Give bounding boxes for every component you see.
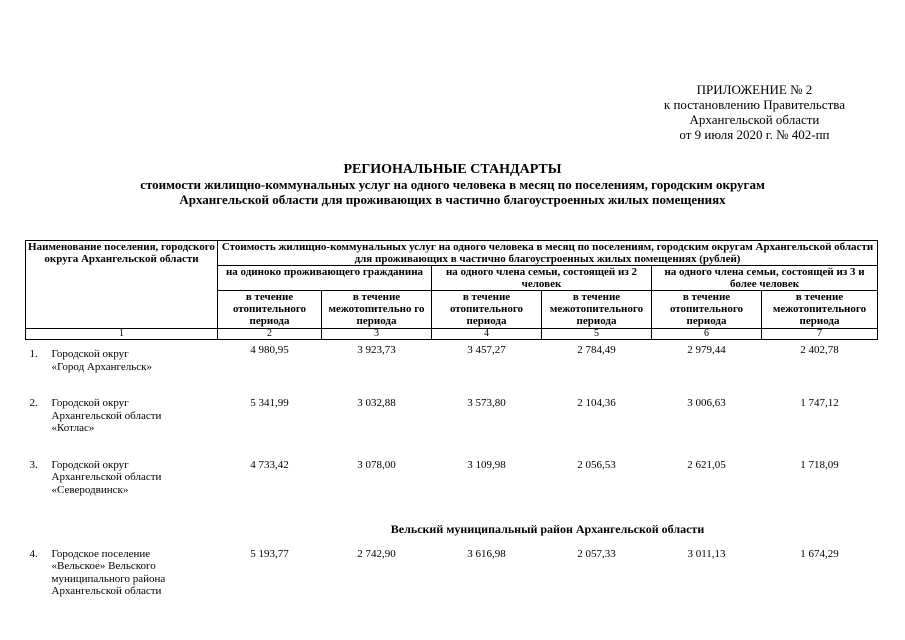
column-number: 1 xyxy=(26,329,218,340)
table-row xyxy=(26,459,878,521)
document-title xyxy=(0,162,905,207)
value-cell: 2 057,33 xyxy=(577,547,616,560)
column-number: 4 xyxy=(432,329,542,340)
row-name-line: «Город Архангельск» xyxy=(51,360,152,373)
appendix-line: ПРИЛОЖЕНИЕ № 2 xyxy=(696,82,813,97)
header-period: в течение межотопительно го периода xyxy=(322,291,432,329)
value-cell: 5 341,99 xyxy=(250,397,289,409)
header-period: в течение отопительного периода xyxy=(218,291,322,329)
value-cell: 5 193,77 xyxy=(250,547,289,560)
row-name-line: Городское поселение xyxy=(51,547,151,560)
row-name xyxy=(50,397,218,447)
value-cell: 1 674,29 xyxy=(800,547,839,560)
header-period: в течение отопительного периода xyxy=(652,291,762,329)
value-cell: 2 979,44 xyxy=(687,344,726,356)
header-period: в течение межотопительного периода xyxy=(542,291,652,329)
district-row xyxy=(26,520,878,548)
row-name-cell xyxy=(26,459,218,521)
row-name-line: «Северодвинск» xyxy=(51,483,129,496)
row-name-line: Городской округ xyxy=(51,348,129,360)
title-main: РЕГИОНАЛЬНЫЕ СТАНДАРТЫ xyxy=(343,162,562,177)
row-name-line: муниципального района xyxy=(51,572,166,585)
row-name-cell xyxy=(26,397,218,459)
value-cell: 4 980,95 xyxy=(250,344,289,356)
row-name-line: «Вельское» Вельского xyxy=(51,560,156,572)
column-number: 2 xyxy=(218,329,322,340)
appendix-header xyxy=(664,82,845,142)
header-period: в течение отопительного периода xyxy=(432,291,542,329)
row-name xyxy=(50,459,218,509)
row-number: 2. xyxy=(29,397,38,409)
value-cell: 4 733,42 xyxy=(250,458,289,471)
value-cell: 3 078,00 xyxy=(357,458,396,471)
row-name-line: «Котлас» xyxy=(51,422,95,434)
standards-table xyxy=(25,240,878,622)
header-name-column: Наименование поселения, городского округа Архангельской области xyxy=(26,241,218,329)
row-number: 3. xyxy=(29,458,38,471)
appendix-line: от 9 июля 2020 г. № 402-пп xyxy=(679,127,830,142)
header-period: в течение межотопительного периода xyxy=(762,291,878,329)
value-cell: 2 056,53 xyxy=(577,458,616,471)
appendix-line: к постановлению Правительства xyxy=(663,97,845,112)
title-line: стоимости жилищно-коммунальных услуг на одного человека в месяц по поселениям, городским округам xyxy=(140,177,765,192)
value-cell: 2 104,36 xyxy=(577,397,616,409)
value-cell: 1 747,12 xyxy=(800,397,839,409)
table-row xyxy=(26,340,878,398)
table-row xyxy=(26,548,878,622)
value-cell: 3 923,73 xyxy=(357,344,396,356)
value-cell: 3 109,98 xyxy=(467,458,506,471)
header-group-two: на одного члена семьи, состоящей из 2 человек xyxy=(432,266,652,291)
value-cell: 3 457,27 xyxy=(467,344,506,356)
value-cell: 3 573,80 xyxy=(467,397,506,409)
value-cell: 2 621,05 xyxy=(687,458,726,471)
value-cell: 2 402,78 xyxy=(800,344,839,356)
district-heading: Вельский муниципальный район Архангельской области xyxy=(390,522,705,536)
column-number: 6 xyxy=(652,329,762,340)
title-line: Архангельской области для проживающих в частично благоустроенных жилых помещениях xyxy=(179,192,726,207)
row-name xyxy=(50,548,218,610)
row-name xyxy=(50,344,218,385)
value-cell: 3 616,98 xyxy=(467,547,506,560)
column-number: 5 xyxy=(542,329,652,340)
row-name-line: Архангельской области xyxy=(51,409,162,422)
value-cell: 3 006,63 xyxy=(687,397,726,409)
row-number: 1. xyxy=(29,348,38,360)
row-number: 4. xyxy=(29,547,38,560)
row-name-line: Архангельской области xyxy=(51,585,162,597)
row-name-line: Городской округ xyxy=(51,397,129,409)
value-cell: 3 011,13 xyxy=(687,547,726,560)
row-name-line: Архангельской области xyxy=(51,471,162,483)
column-number: 3 xyxy=(322,329,432,340)
column-number: 7 xyxy=(762,329,878,340)
value-cell: 1 718,09 xyxy=(800,458,839,471)
value-cell: 3 032,88 xyxy=(357,397,396,409)
header-group-three: на одного члена семьи, состоящей из 3 и более человек xyxy=(652,266,878,291)
row-name-cell xyxy=(26,548,218,622)
header-group-single: на одиноко проживающего гражданина xyxy=(218,266,432,291)
row-name-line: Городской округ xyxy=(51,458,129,471)
value-cell: 2 784,49 xyxy=(577,344,616,356)
appendix-line: Архангельской области xyxy=(689,112,820,127)
header-cost: Стоимость жилищно-коммунальных услуг на одного человека в месяц по поселениям, городским округам Архангельской области для проживающих в частично благоустроенных жилых помещениях (рублей) xyxy=(218,241,878,266)
table-row xyxy=(26,397,878,459)
row-name-cell xyxy=(26,340,218,398)
value-cell: 2 742,90 xyxy=(357,547,396,560)
